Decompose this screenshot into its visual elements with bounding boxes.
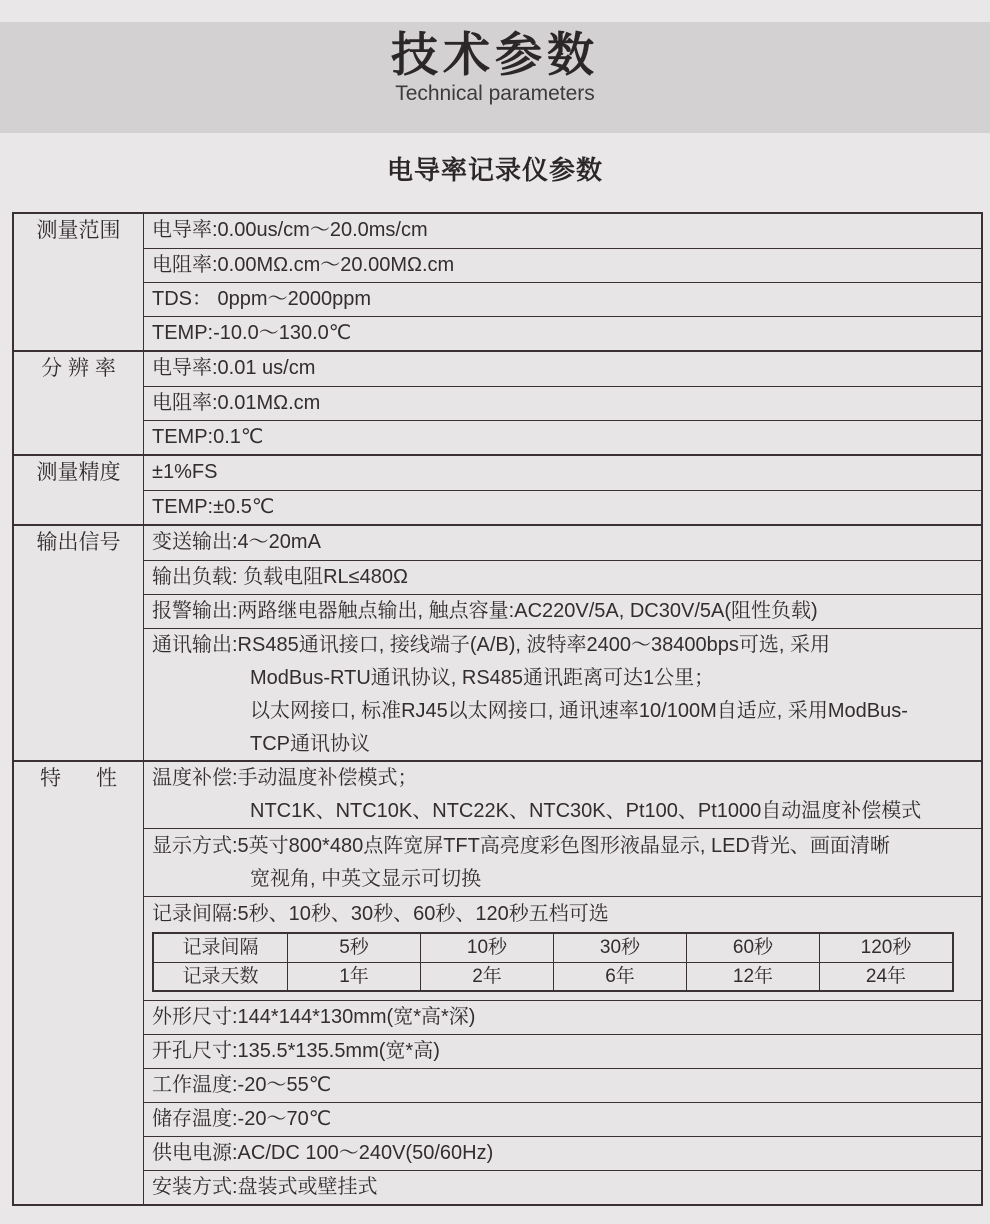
section-resolution (14, 350, 981, 454)
spec-row: 安装方式:盘装式或壁挂式 (144, 1170, 981, 1204)
page-subtitle: Technical parameters (395, 82, 595, 105)
spec-row-display (144, 828, 981, 896)
record-cell: 5秒 (287, 934, 420, 962)
spec-row: 电阻率:0.00MΩ.cm～20.00MΩ.cm (144, 248, 981, 282)
record-interval-table (152, 932, 954, 992)
spec-row-communication (144, 628, 981, 760)
record-cell: 12年 (686, 962, 819, 990)
spec-row: 外形尺寸:144*144*130mm(宽*高*深) (144, 1000, 981, 1034)
page-title: 技术参数 (391, 28, 599, 81)
section-rows (144, 456, 981, 524)
spec-table (12, 212, 983, 1206)
spec-row: 工作温度:-20～55℃ (144, 1068, 981, 1102)
spec-line: TCP通讯协议 (250, 733, 370, 755)
section-rows (144, 526, 981, 760)
spec-row: TEMP:-10.0～130.0℃ (144, 316, 981, 350)
section-output-signal (14, 524, 981, 760)
spec-row: 变送输出:4～20mA (152, 531, 321, 553)
spec-row: TDS： 0ppm～2000ppm (144, 282, 981, 316)
section-label: 输出信号 (14, 526, 144, 760)
spec-line: ModBus-RTU通讯协议, RS485通讯距离可达1公里； (250, 667, 715, 689)
record-cell: 60秒 (686, 934, 819, 962)
spec-row-record-interval (144, 896, 981, 1000)
record-cell: 6年 (553, 962, 686, 990)
section-label: 测量范围 (14, 214, 144, 350)
spec-line: 以太网接口, 标准RJ45以太网接口, 通讯速率10/100M自适应, 采用ModBus- (250, 700, 908, 722)
spec-line: NTC1K、NTC10K、NTC22K、NTC30K、Pt100、Pt1000自动温度补偿模式 (250, 800, 922, 822)
record-cell: 120秒 (819, 934, 952, 962)
section-accuracy (14, 454, 981, 524)
section-label: 分 辨 率 (14, 352, 144, 454)
spec-line: 记录间隔:5秒、10秒、30秒、60秒、120秒五档可选 (152, 903, 609, 925)
spec-row: 供电电源:AC/DC 100～240V(50/60Hz) (144, 1136, 981, 1170)
record-cell: 24年 (819, 962, 952, 990)
record-cell: 记录间隔 (182, 937, 259, 958)
spec-row: 输出负载: 负载电阻RL≤480Ω (144, 560, 981, 594)
section-features (14, 760, 981, 1204)
section-title: 电导率记录仪参数 (386, 155, 603, 185)
record-cell: 2年 (420, 962, 553, 990)
spec-row: ±1%FS (152, 461, 218, 483)
section-measure-range (14, 214, 981, 350)
spec-line: 温度补偿:手动温度补偿模式； (152, 767, 418, 789)
spec-line: 宽视角, 中英文显示可切换 (250, 868, 482, 890)
spec-row-temp-compensation (144, 762, 981, 828)
record-cell: 30秒 (553, 934, 686, 962)
section-rows (144, 352, 981, 454)
spec-line: 显示方式:5英寸800*480点阵宽屏TFT高亮度彩色图形液晶显示, LED背光、画面清晰 (152, 835, 890, 857)
section-rows (144, 762, 981, 1204)
section-label: 特 性 (14, 762, 144, 1204)
spec-row: 电导率:0.00us/cm～20.0ms/cm (152, 219, 428, 241)
spec-row: 报警输出:两路继电器触点输出, 触点容量:AC220V/5A, DC30V/5A(阻性负载) (144, 594, 981, 628)
record-cell: 10秒 (420, 934, 553, 962)
spec-row: 电导率:0.01 us/cm (152, 357, 316, 379)
header-banner (0, 22, 990, 133)
spec-row: 电阻率:0.01MΩ.cm (144, 386, 981, 420)
record-cell: 记录天数 (154, 962, 287, 990)
section-rows (144, 214, 981, 350)
spec-row: TEMP:±0.5℃ (144, 490, 981, 524)
spec-row: TEMP:0.1℃ (144, 420, 981, 454)
section-label: 测量精度 (14, 456, 144, 524)
spec-row: 开孔尺寸:135.5*135.5mm(宽*高) (144, 1034, 981, 1068)
spec-line: 通讯输出:RS485通讯接口, 接线端子(A/B), 波特率2400～38400bps可选, 采用 (152, 634, 830, 656)
spec-row: 储存温度:-20～70℃ (144, 1102, 981, 1136)
record-cell: 1年 (287, 962, 420, 990)
